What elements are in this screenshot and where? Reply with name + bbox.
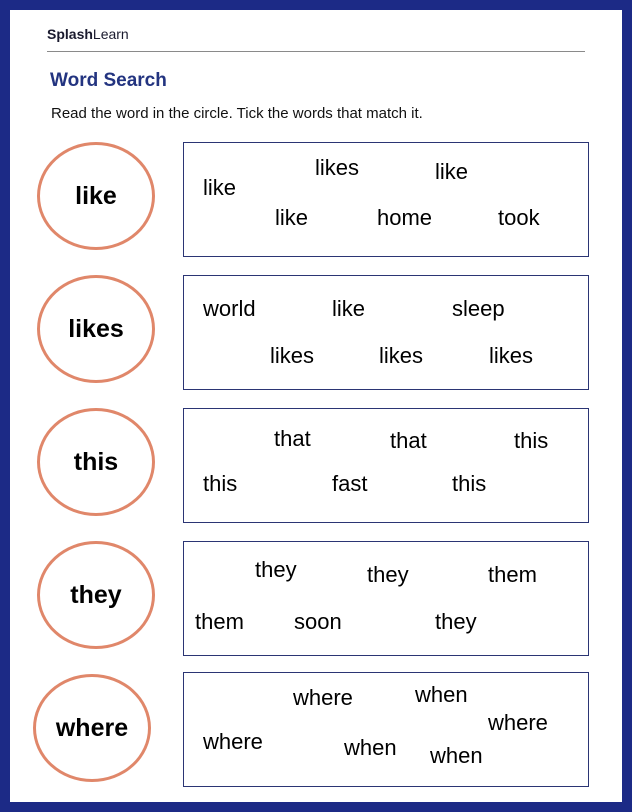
- word-option[interactable]: them: [195, 609, 244, 634]
- word-option[interactable]: took: [498, 205, 540, 230]
- target-word-circle: like: [37, 142, 155, 250]
- word-option[interactable]: like: [332, 296, 366, 321]
- word-option[interactable]: fast: [332, 471, 368, 496]
- word-option[interactable]: likes: [270, 343, 315, 368]
- word-option[interactable]: that: [390, 428, 427, 453]
- word-option[interactable]: this: [514, 428, 549, 453]
- logo-text-bold: Splash: [47, 26, 93, 42]
- splashlearn-logo: [47, 26, 129, 42]
- word-option[interactable]: they: [367, 562, 409, 587]
- word-option[interactable]: that: [274, 426, 311, 451]
- word-option[interactable]: like: [435, 159, 469, 184]
- word-box: [183, 275, 589, 390]
- target-word-circle: where: [33, 674, 151, 782]
- target-word-circle: likes: [37, 275, 155, 383]
- word-option[interactable]: likes: [379, 343, 424, 368]
- word-option[interactable]: where: [488, 710, 548, 735]
- worksheet-title: Word Search: [50, 70, 167, 91]
- word-option[interactable]: them: [488, 562, 537, 587]
- word-option[interactable]: like: [275, 205, 309, 230]
- word-option[interactable]: they: [255, 557, 297, 582]
- target-word-circle: they: [37, 541, 155, 649]
- word-option[interactable]: likes: [315, 155, 360, 180]
- word-option[interactable]: sleep: [452, 296, 505, 321]
- word-box: [183, 672, 589, 787]
- instructions: Read the word in the circle. Tick the words that match it.: [51, 105, 423, 122]
- logo-text-light: Learn: [92, 26, 129, 42]
- word-option[interactable]: like: [203, 175, 237, 200]
- word-box: [183, 541, 589, 656]
- worksheet-page: [10, 10, 622, 802]
- word-box: [183, 142, 589, 257]
- header-divider: [47, 51, 585, 52]
- word-option[interactable]: when: [415, 682, 468, 707]
- word-option[interactable]: where: [293, 685, 353, 710]
- word-option[interactable]: world: [203, 296, 256, 321]
- word-option[interactable]: soon: [294, 609, 342, 634]
- word-box: [183, 408, 589, 523]
- word-option[interactable]: where: [203, 729, 263, 754]
- word-option[interactable]: home: [377, 205, 433, 230]
- target-word-circle: this: [37, 408, 155, 516]
- word-option[interactable]: this: [203, 471, 238, 496]
- word-option[interactable]: they: [435, 609, 477, 634]
- word-option[interactable]: when: [344, 735, 397, 760]
- word-option[interactable]: this: [452, 471, 487, 496]
- word-option[interactable]: when: [430, 743, 483, 768]
- word-option[interactable]: likes: [489, 343, 534, 368]
